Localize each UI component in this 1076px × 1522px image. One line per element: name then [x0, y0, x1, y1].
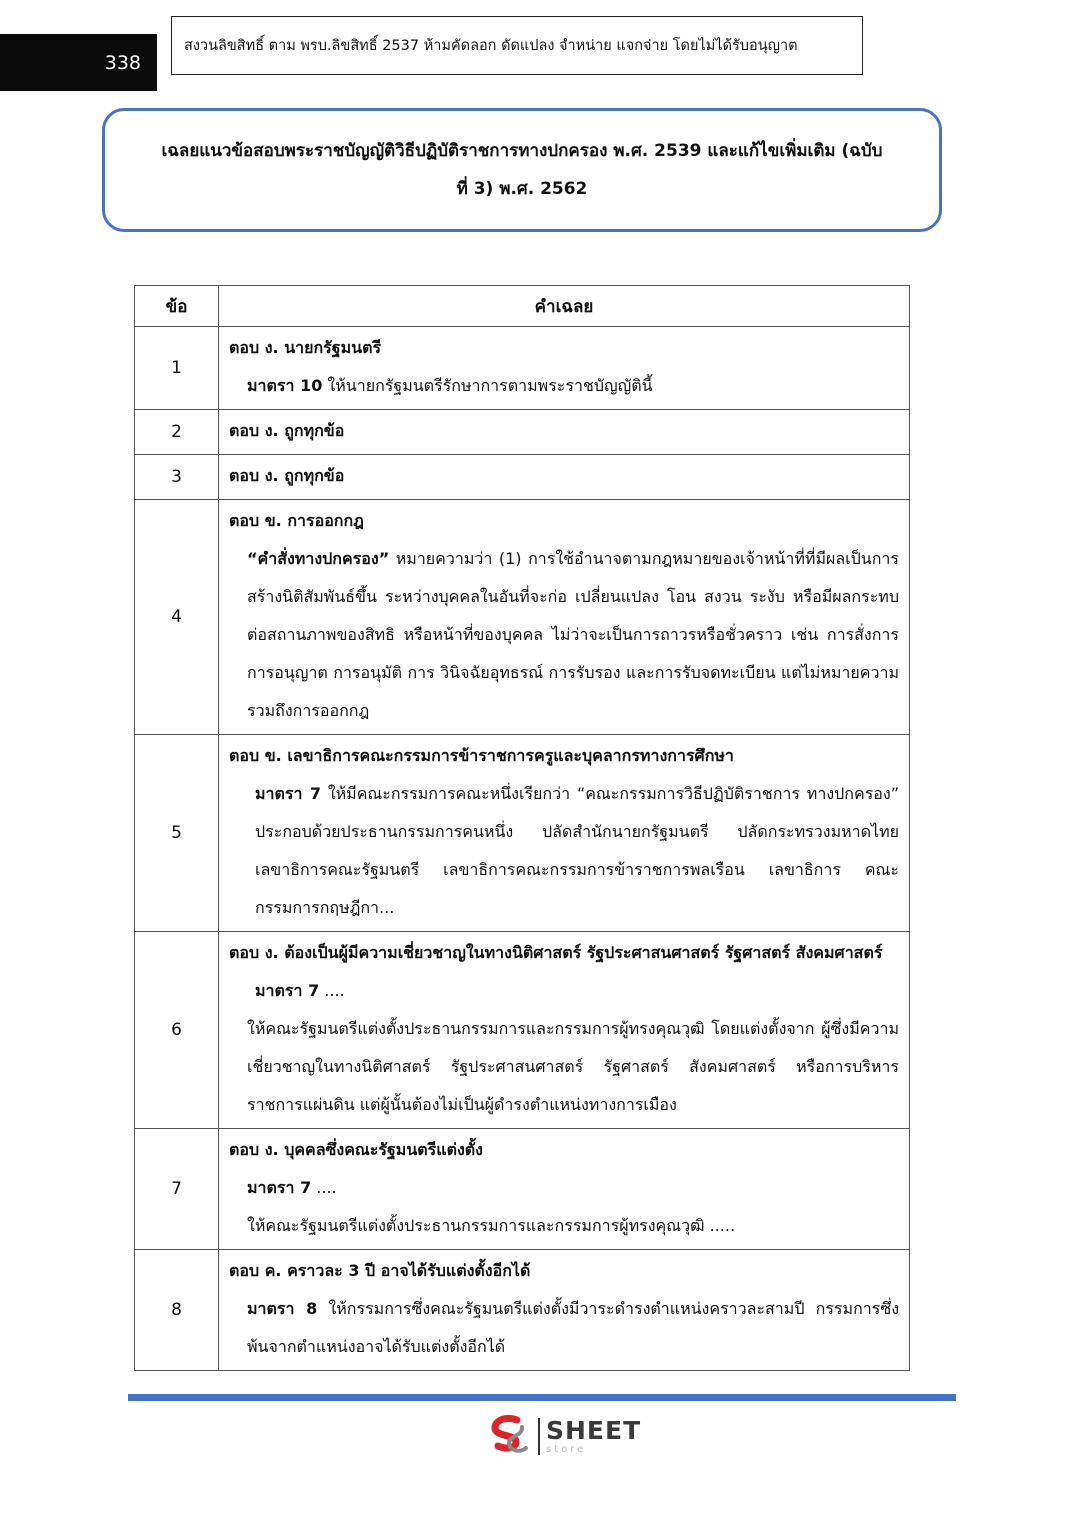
- table-row: [135, 327, 910, 410]
- explanation: [229, 367, 899, 405]
- table-row: [135, 1250, 910, 1371]
- section-ref: มาตรา 8: [247, 1299, 318, 1318]
- explanation-text: ให้มีคณะกรรมการคณะหนึ่งเรียกว่า “คณะกรรมการวิธีปฏิบัติราชการ ทางปกครอง” ประกอบด้วยประธานกรรมการคนหนึ่ง ปลัดสำนักนายกรัฐมนตรี ปลัดกระทรวงมหาดไทย เลขาธิการคณะรัฐมนตรี เลขาธิการคณะกรรมการข้าราชการพลเรือน เลขาธิการ คณะกรรมการกฤษฎีกา...: [255, 784, 899, 917]
- explanation-text: ให้นายกรัฐมนตรีรักษาการตามพระราชบัญญัตินี้: [322, 376, 653, 395]
- answer-cell: [219, 1250, 910, 1371]
- table-header-row: [135, 286, 910, 327]
- answer-cell: [219, 735, 910, 932]
- section-ref: มาตรา 10: [247, 376, 323, 395]
- copyright-notice: สงวนลิขสิทธิ์ ตาม พรบ.ลิขสิทธิ์ 2537 ห้ามคัดลอก ดัดแปลง จำหน่าย แจกจ่าย โดยไม่ได้รับอนุญาต: [171, 16, 863, 75]
- answer-choice: ตอบ ข. การออกกฎ: [229, 511, 364, 530]
- title-line-1: เฉลยแนวข้อสอบพระราชบัญญัติวิธีปฏิบัติราชการทางปกครอง พ.ศ. 2539 และแก้ไขเพิ่มเติม (ฉบับ: [161, 141, 883, 161]
- answer-cell: [219, 410, 910, 455]
- section-ref: มาตรา 7: [255, 981, 320, 1000]
- answer-cell: [219, 1129, 910, 1250]
- answer-cell: [219, 455, 910, 500]
- section-ref: มาตรา 7: [255, 784, 321, 803]
- logo-wordmark: [538, 1415, 642, 1455]
- defined-term: “คำสั่งทางปกครอง”: [247, 549, 390, 568]
- explanation: [229, 540, 899, 730]
- question-number: 5: [135, 735, 219, 932]
- document-title: [102, 108, 942, 232]
- answer-choice: ตอบ ง. ถูกทุกข้อ: [229, 466, 345, 485]
- sheet-store-logo: [486, 1413, 641, 1459]
- explanation-text: หมายความว่า (1) การใช้อำนาจตามกฎหมายของเจ้าหน้าที่ที่มีผลเป็นการสร้างนิติสัมพันธ์ขึ้น ระหว่างบุคคลในอันที่จะก่อ เปลี่ยนแปลง โอน สงวน ระงับ หรือมีผลกระทบต่อสถานภาพของสิทธิ หรือหน้าที่ของบุคคล ไม่ว่าจะเป็นการถาวรหรือชั่วคราว เช่น การสั่งการ การอนุญาต การอนุมัติ การ วินิจฉัยอุทธรณ์ การรับรอง และการรับจดทะเบียน แต่ไม่หมายความรวมถึงการออกกฎ: [247, 549, 899, 720]
- table-row: [135, 735, 910, 932]
- answer-cell: [219, 500, 910, 735]
- question-number: 6: [135, 932, 219, 1129]
- section-ellipsis: ....: [319, 981, 345, 1000]
- table-row: [135, 500, 910, 735]
- explanation: [229, 1290, 899, 1366]
- table-row: [135, 410, 910, 455]
- answer-choice: ตอบ ง. บุคคลซึ่งคณะรัฐมนตรีแต่งตั้ง: [229, 1140, 483, 1159]
- answer-choice: ตอบ ง. ถูกทุกข้อ: [229, 421, 345, 440]
- section-ellipsis: ....: [311, 1178, 337, 1197]
- section-line: [229, 972, 899, 1010]
- answer-cell: [219, 327, 910, 410]
- question-number: 7: [135, 1129, 219, 1250]
- footer-divider: [128, 1394, 956, 1401]
- answer-table: [134, 285, 910, 1371]
- question-number: 2: [135, 410, 219, 455]
- question-number: 1: [135, 327, 219, 410]
- answer-choice: ตอบ ข. เลขาธิการคณะกรรมการข้าราชการครูและบุคลากรทางการศึกษา: [229, 746, 734, 765]
- logo-sub-text: store: [546, 1443, 587, 1455]
- answer-choice: ตอบ ง. นายกรัฐมนตรี: [229, 338, 382, 357]
- question-number: 3: [135, 455, 219, 500]
- question-number: 4: [135, 500, 219, 735]
- page-number: 338: [0, 34, 157, 91]
- answer-choice: ตอบ ง. ต้องเป็นผู้มีความเชี่ยวชาญในทางนิติศาสตร์ รัฐประศาสนศาสตร์ รัฐศาสตร์ สังคมศาสตร์: [229, 943, 883, 962]
- column-header-number: ข้อ: [135, 286, 219, 327]
- title-line-2: ที่ 3) พ.ศ. 2562: [456, 179, 588, 199]
- explanation-text: ให้คณะรัฐมนตรีแต่งตั้งประธานกรรมการและกรรมการผู้ทรงคุณวุฒิ โดยแต่งตั้งจาก ผู้ซึ่งมีความเชี่ยวชาญในทางนิติศาสตร์ รัฐประศาสนศาสตร์ รัฐศาสตร์ สังคมศาสตร์ หรือการบริหาร ราชการแผ่นดิน แต่ผู้นั้นต้องไม่เป็นผู้ดำรงตำแหน่งทางการเมือง: [247, 1019, 899, 1114]
- explanation: [229, 775, 899, 927]
- table-row: [135, 932, 910, 1129]
- table-row: [135, 1129, 910, 1250]
- column-header-answer: คำเฉลย: [219, 286, 910, 327]
- section-line: [229, 1169, 899, 1207]
- answer-choice: ตอบ ค. คราวละ 3 ปี อาจได้รับแต่งตั้งอีกได้: [229, 1261, 531, 1280]
- table-row: [135, 455, 910, 500]
- explanation-text: ให้คณะรัฐมนตรีแต่งตั้งประธานกรรมการและกรรมการผู้ทรงคุณวุฒิ .....: [247, 1216, 736, 1235]
- explanation-text: ให้กรรมการซึ่งคณะรัฐมนตรีแต่งตั้งมีวาระดำรงตำแหน่งคราวละสามปี กรรมการซึ่งพ้นจากตำแหน่งอาจได้รับแต่งตั้งอีกได้: [247, 1299, 900, 1356]
- section-ref: มาตรา 7: [247, 1178, 312, 1197]
- logo-main-text: SHEET: [546, 1415, 642, 1445]
- logo-mark-icon: [486, 1413, 532, 1459]
- question-number: 8: [135, 1250, 219, 1371]
- answer-cell: [219, 932, 910, 1129]
